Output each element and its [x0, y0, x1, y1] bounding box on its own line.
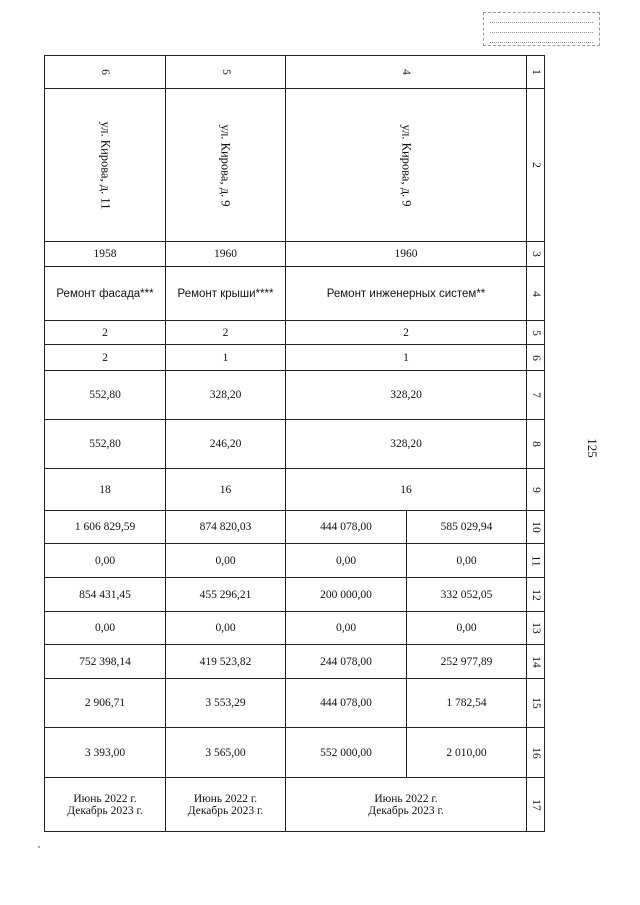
row-number: 7 [527, 371, 545, 420]
row-number: 9 [527, 469, 545, 511]
address-cell: ул. Кирова, д. 9 [286, 89, 527, 242]
data-cell: 0,00 [286, 612, 407, 645]
data-cell: 552 000,00 [286, 728, 407, 778]
row-number: 5 [527, 321, 545, 345]
table-row [45, 321, 545, 345]
data-cell: 328,20 [286, 420, 527, 469]
data-cell: 16 [286, 469, 527, 511]
table-row [45, 728, 545, 778]
work-type-cell: Ремонт крыши**** [166, 267, 286, 321]
data-cell: 0,00 [407, 612, 527, 645]
row-number: 4 [527, 267, 545, 321]
table-row [45, 56, 545, 89]
data-cell: 444 078,00 [286, 511, 407, 544]
period-cell: Июнь 2022 г. Декабрь 2023 г. [166, 778, 286, 832]
year-cell: 1960 [286, 242, 527, 267]
row-number: 1 [527, 56, 545, 89]
table-row [45, 345, 545, 371]
row-number: 16 [527, 728, 545, 778]
data-cell: 0,00 [166, 612, 286, 645]
data-cell: 2 906,71 [45, 679, 166, 728]
column-number-4: 4 [286, 56, 527, 89]
data-cell: 2 [45, 321, 166, 345]
row-number: 10 [527, 511, 545, 544]
period-cell: Июнь 2022 г. Декабрь 2023 г. [45, 778, 166, 832]
table-row [45, 679, 545, 728]
address-cell: ул. Кирова, д. 9 [166, 89, 286, 242]
row-number: 12 [527, 578, 545, 612]
data-cell: 328,20 [286, 371, 527, 420]
table-row [45, 242, 545, 267]
year-cell: 1960 [166, 242, 286, 267]
data-cell: 3 553,29 [166, 679, 286, 728]
data-cell: 2 [45, 345, 166, 371]
data-cell: 3 565,00 [166, 728, 286, 778]
row-number: 3 [527, 242, 545, 267]
column-number-6: 6 [45, 56, 166, 89]
approval-stamp [483, 12, 600, 46]
data-cell: 3 393,00 [45, 728, 166, 778]
column-number-5: 5 [166, 56, 286, 89]
data-cell: 752 398,14 [45, 645, 166, 679]
data-cell: 1 [166, 345, 286, 371]
data-cell: 328,20 [166, 371, 286, 420]
data-cell: 18 [45, 469, 166, 511]
data-cell: 246,20 [166, 420, 286, 469]
data-cell: 2 [286, 321, 527, 345]
data-cell: 1 782,54 [407, 679, 527, 728]
row-number: 15 [527, 679, 545, 728]
data-cell: 444 078,00 [286, 679, 407, 728]
data-cell: 0,00 [407, 544, 527, 578]
row-number: 6 [527, 345, 545, 371]
data-cell: 1 [286, 345, 527, 371]
data-cell: 419 523,82 [166, 645, 286, 679]
data-cell: 244 078,00 [286, 645, 407, 679]
data-cell: 16 [166, 469, 286, 511]
work-type-cell: Ремонт инженерных систем** [286, 267, 527, 321]
work-type-cell: Ремонт фасада*** [45, 267, 166, 321]
period-cell: Июнь 2022 г. Декабрь 2023 г. [286, 778, 527, 832]
data-cell: 552,80 [45, 420, 166, 469]
data-cell: 200 000,00 [286, 578, 407, 612]
data-cell: 2 010,00 [407, 728, 527, 778]
table-row [45, 89, 545, 242]
table-row [45, 578, 545, 612]
data-cell: 854 431,45 [45, 578, 166, 612]
address-cell: ул. Кирова, д. 11 [45, 89, 166, 242]
table-row [45, 544, 545, 578]
data-cell: 252 977,89 [407, 645, 527, 679]
table-row [45, 371, 545, 420]
scan-speck [38, 846, 40, 848]
data-cell: 455 296,21 [166, 578, 286, 612]
table-row [45, 267, 545, 321]
data-cell: 0,00 [166, 544, 286, 578]
table-row [45, 645, 545, 679]
table-row [45, 420, 545, 469]
row-number: 11 [527, 544, 545, 578]
year-cell: 1958 [45, 242, 166, 267]
table-row [45, 511, 545, 544]
row-number: 13 [527, 612, 545, 645]
data-cell: 874 820,03 [166, 511, 286, 544]
row-number: 2 [527, 89, 545, 242]
page-number: 125 [584, 438, 600, 458]
data-cell: 0,00 [286, 544, 407, 578]
data-cell: 552,80 [45, 371, 166, 420]
housing-repair-table [44, 55, 545, 832]
data-cell: 2 [166, 321, 286, 345]
row-number: 17 [527, 778, 545, 832]
data-cell: 0,00 [45, 544, 166, 578]
data-cell: 585 029,94 [407, 511, 527, 544]
table-row [45, 612, 545, 645]
table-row [45, 469, 545, 511]
data-cell: 0,00 [45, 612, 166, 645]
table-row [45, 778, 545, 832]
row-number: 8 [527, 420, 545, 469]
data-cell: 1 606 829,59 [45, 511, 166, 544]
data-cell: 332 052,05 [407, 578, 527, 612]
row-number: 14 [527, 645, 545, 679]
